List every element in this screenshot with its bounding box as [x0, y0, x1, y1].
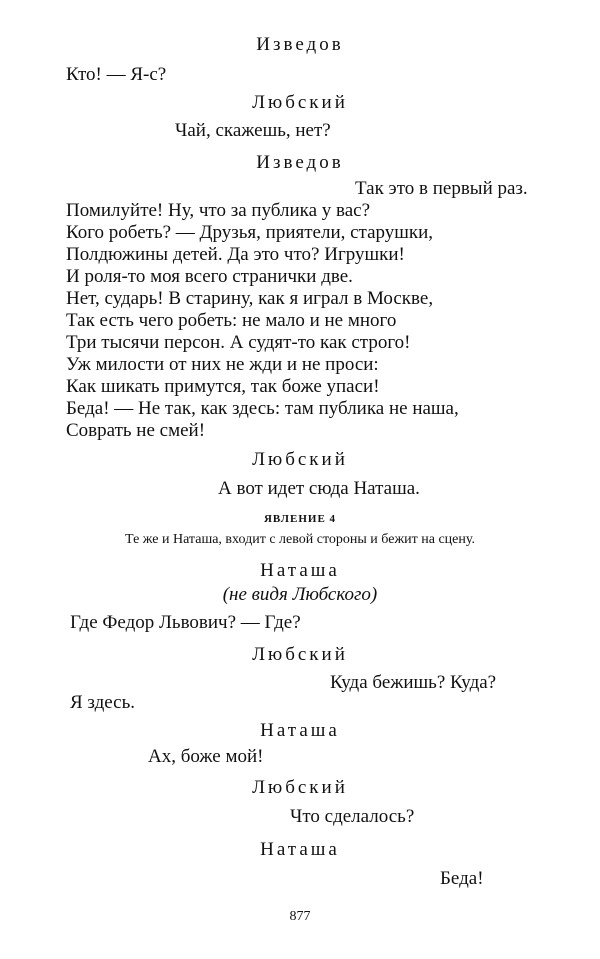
- speaker-izvedov: Изведов: [256, 34, 344, 55]
- verse-line: Я здесь.: [70, 692, 136, 713]
- speaker-izvedov: Изведов: [256, 152, 344, 173]
- verse-line: Куда бежишь? Куда?: [330, 672, 497, 693]
- verse-line: Кого робеть? — Друзья, приятели, старушки,: [66, 222, 434, 243]
- verse-line: Нет, сударь! В старину, как я играл в Москве,: [66, 288, 434, 309]
- speaker-lyubsky: Любский: [252, 449, 348, 470]
- scene-heading: ЯВЛЕНИЕ 4: [263, 513, 337, 525]
- verse-line: Так есть чего робеть: не мало и не много: [66, 310, 397, 331]
- verse-line: Чай, скажешь, нет?: [175, 120, 331, 141]
- verse-line: Беда! — Не так, как здесь: там публика не наша,: [66, 398, 459, 419]
- stage-direction: Те же и Наташа, входит с левой стороны и бежит на сцену.: [125, 532, 475, 547]
- speaker-natasha: Наташа: [260, 839, 340, 860]
- speaker-natasha: Наташа: [260, 560, 340, 581]
- verse-line: Что сделалось?: [290, 806, 415, 827]
- speaker-lyubsky: Любский: [252, 92, 348, 113]
- verse-line: Полдюжины детей. Да это что? Игрушки!: [66, 244, 405, 265]
- page-number: 877: [289, 909, 311, 924]
- verse-line: Уж милости от них не жди и не проси:: [66, 354, 379, 375]
- speaker-natasha: Наташа: [260, 720, 340, 741]
- verse-line: И роля-то моя всего странички две.: [66, 266, 353, 287]
- verse-line: Так это в первый раз.: [355, 178, 528, 199]
- stage-direction-italic: (не видя Любского): [222, 584, 378, 605]
- verse-line: Соврать не смей!: [66, 420, 206, 441]
- verse-line: Кто! — Я-с?: [66, 64, 167, 85]
- verse-line: Как шикать примутся, так боже упаси!: [66, 376, 380, 397]
- verse-line: Беда!: [440, 868, 484, 889]
- verse-line: Помилуйте! Ну, что за публика у вас?: [66, 200, 371, 221]
- verse-line: Три тысячи персон. А судят-то как строго!: [66, 332, 411, 353]
- verse-line: А вот идет сюда Наташа.: [218, 478, 420, 499]
- speaker-lyubsky: Любский: [252, 777, 348, 798]
- verse-line: Где Федор Львович? — Где?: [70, 612, 301, 633]
- verse-line: Ах, боже мой!: [148, 746, 264, 767]
- speaker-lyubsky: Любский: [252, 644, 348, 665]
